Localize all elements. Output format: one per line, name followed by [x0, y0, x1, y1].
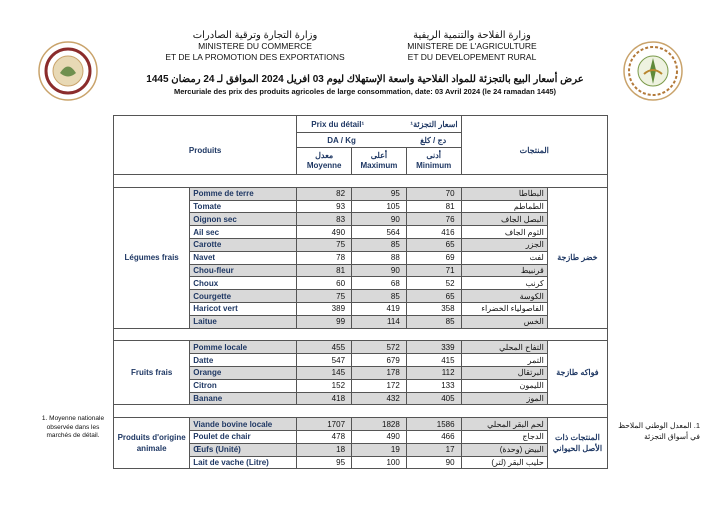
- category-spacer: [114, 175, 608, 188]
- maximum-label-fr: Maximum: [360, 161, 398, 171]
- unit-header: [297, 133, 461, 148]
- price-label-fr: Prix du détail¹: [311, 119, 365, 129]
- maximum-price: 114: [352, 315, 407, 328]
- spacer-cell: [114, 405, 608, 418]
- average-price: 152: [297, 379, 352, 392]
- product-name-ar: الليمون: [461, 379, 547, 392]
- minimum-price: 71: [406, 264, 461, 277]
- table-row: [114, 341, 608, 354]
- maximum-price: 88: [352, 251, 407, 264]
- category-label-ar: فواكه طازجة: [547, 341, 607, 405]
- minimum-label-fr: Minimum: [416, 161, 452, 171]
- maximum-header: [352, 148, 407, 175]
- average-price: 95: [297, 456, 352, 469]
- category-label-fr: Légumes frais: [114, 187, 190, 328]
- product-name-fr: Chou-fleur: [190, 264, 297, 277]
- product-name-fr: Datte: [190, 354, 297, 367]
- product-name-fr: Ail sec: [190, 226, 297, 239]
- minimum-price: 76: [406, 213, 461, 226]
- maximum-price: 564: [352, 226, 407, 239]
- maximum-price: 572: [352, 341, 407, 354]
- maximum-price: 90: [352, 213, 407, 226]
- maximum-label-ar: أعلى: [370, 151, 388, 161]
- commerce-ministry-header: [150, 30, 360, 63]
- document-title-fr: Mercuriale des prix des produits agricoles de large consommation, date: 03 Avril 2024 (le 24 ramadan 1445): [173, 87, 557, 96]
- product-name-fr: Oignon sec: [190, 213, 297, 226]
- category-label-ar: المنتجات ذات الأصل الحيواني: [547, 418, 607, 469]
- minimum-price: 85: [406, 315, 461, 328]
- agriculture-ministry-header: [372, 30, 572, 63]
- maximum-price: 100: [352, 456, 407, 469]
- minimum-price: 1586: [406, 418, 461, 431]
- product-name-ar: الثوم الجاف: [461, 226, 547, 239]
- product-name-fr: Choux: [190, 277, 297, 290]
- product-name-fr: Tomate: [190, 200, 297, 213]
- minimum-price: 17: [406, 443, 461, 456]
- product-name-fr: Viande bovine locale: [190, 418, 297, 431]
- product-name-ar: لفت: [461, 251, 547, 264]
- maximum-price: 68: [352, 277, 407, 290]
- product-name-ar: الموز: [461, 392, 547, 405]
- product-name-ar: البصل الجاف: [461, 213, 547, 226]
- maximum-price: 419: [352, 302, 407, 315]
- product-name-ar: الفاصولياء الخضراء: [461, 302, 547, 315]
- average-price: 389: [297, 302, 352, 315]
- maximum-price: 105: [352, 200, 407, 213]
- product-name-ar: الطماطم: [461, 200, 547, 213]
- average-price: 93: [297, 200, 352, 213]
- product-name-fr: Orange: [190, 366, 297, 379]
- commerce-ministry-emblem: [37, 40, 99, 102]
- product-name-ar: التفاح المحلي: [461, 341, 547, 354]
- price-table-body: [114, 116, 608, 469]
- average-price: 1707: [297, 418, 352, 431]
- agriculture-ministry-name-ar: وزارة الفلاحة والتنمية الريفية: [413, 30, 531, 41]
- average-price: 75: [297, 290, 352, 303]
- product-name-fr: Pomme de terre: [190, 187, 297, 200]
- maximum-price: 85: [352, 238, 407, 251]
- product-name-ar: كرنب: [461, 277, 547, 290]
- minimum-price: 65: [406, 238, 461, 251]
- product-name-fr: Œufs (Unité): [190, 443, 297, 456]
- minimum-price: 339: [406, 341, 461, 354]
- document-title-ar: عرض أسعار البيع بالتجزئة للمواد الفلاحية واسعة الإستهلاك ليوم 03 افريل 2024 الموافق لـ 24 رمضان 1445: [146, 74, 584, 85]
- category-spacer: [114, 405, 608, 418]
- maximum-price: 1828: [352, 418, 407, 431]
- agriculture-ministry-name-fr-2: ET DU DEVELOPEMENT RURAL: [407, 52, 537, 62]
- product-name-fr: Citron: [190, 379, 297, 392]
- maximum-price: 19: [352, 443, 407, 456]
- agriculture-ministry-emblem: [622, 40, 684, 102]
- minimum-header: [406, 148, 461, 175]
- average-price: 490: [297, 226, 352, 239]
- spacer-cell: [114, 175, 608, 188]
- average-price: 83: [297, 213, 352, 226]
- average-price: 547: [297, 354, 352, 367]
- minimum-price: 416: [406, 226, 461, 239]
- commerce-ministry-name-fr-1: MINISTERE DU COMMERCE: [198, 41, 312, 51]
- product-name-fr: Haricot vert: [190, 302, 297, 315]
- category-label-fr: Produits d'origine animale: [114, 418, 190, 469]
- average-price: 82: [297, 187, 352, 200]
- products-header-fr: [114, 116, 297, 175]
- category-label-fr: Fruits frais: [114, 341, 190, 405]
- unit-label-fr: DA / Kg: [327, 135, 356, 145]
- products-label-ar: المنتجات: [519, 145, 549, 155]
- maximum-price: 85: [352, 290, 407, 303]
- product-name-ar: الدجاج: [461, 430, 547, 443]
- maximum-price: 90: [352, 264, 407, 277]
- minimum-price: 466: [406, 430, 461, 443]
- product-name-ar: قرنبيط: [461, 264, 547, 277]
- product-name-ar: البرتقال: [461, 366, 547, 379]
- moyenne-header: [297, 148, 352, 175]
- product-name-fr: Carotte: [190, 238, 297, 251]
- product-name-fr: Pomme locale: [190, 341, 297, 354]
- product-name-ar: البطاطا: [461, 187, 547, 200]
- average-price: 145: [297, 366, 352, 379]
- minimum-price: 70: [406, 187, 461, 200]
- spacer-cell: [114, 328, 608, 341]
- minimum-price: 133: [406, 379, 461, 392]
- product-name-fr: Navet: [190, 251, 297, 264]
- price-table: [113, 115, 608, 469]
- product-name-fr: Lait de vache (Litre): [190, 456, 297, 469]
- product-name-ar: الجزر: [461, 238, 547, 251]
- product-name-ar: لحم البقر المحلي: [461, 418, 547, 431]
- minimum-price: 90: [406, 456, 461, 469]
- products-header-ar: [461, 116, 607, 175]
- minimum-price: 415: [406, 354, 461, 367]
- table-row: [114, 187, 608, 200]
- average-price: 18: [297, 443, 352, 456]
- average-price: 99: [297, 315, 352, 328]
- average-price: 81: [297, 264, 352, 277]
- maximum-price: 172: [352, 379, 407, 392]
- product-name-ar: التمر: [461, 354, 547, 367]
- product-name-ar: البيض (وحدة): [461, 443, 547, 456]
- product-name-fr: Laitue: [190, 315, 297, 328]
- category-spacer: [114, 328, 608, 341]
- agriculture-ministry-name-fr-1: MINISTERE DE L'AGRICULTURE: [407, 41, 537, 51]
- table-row: [114, 418, 608, 431]
- average-price: 455: [297, 341, 352, 354]
- moyenne-label-ar: معدل: [315, 151, 334, 161]
- minimum-label-ar: أدنى: [426, 151, 442, 161]
- product-name-ar: حليب البقر (لتر): [461, 456, 547, 469]
- average-price: 78: [297, 251, 352, 264]
- average-price: 60: [297, 277, 352, 290]
- header-row-1: [114, 116, 608, 133]
- minimum-price: 81: [406, 200, 461, 213]
- product-name-fr: Courgette: [190, 290, 297, 303]
- footnote-ar: 1. المعدل الوطني الملاحظ في أسواق التجزئة: [618, 421, 700, 441]
- maximum-price: 432: [352, 392, 407, 405]
- unit-label-ar: دج / كلغ: [420, 135, 447, 145]
- category-label-ar: خضر طازجة: [547, 187, 607, 328]
- product-name-ar: الخس: [461, 315, 547, 328]
- average-price: 418: [297, 392, 352, 405]
- average-price: 478: [297, 430, 352, 443]
- product-name-ar: الكوسة: [461, 290, 547, 303]
- average-price: 75: [297, 238, 352, 251]
- maximum-price: 679: [352, 354, 407, 367]
- minimum-price: 112: [406, 366, 461, 379]
- price-header: [297, 116, 461, 133]
- moyenne-label-fr: Moyenne: [306, 161, 342, 171]
- minimum-price: 405: [406, 392, 461, 405]
- maximum-price: 490: [352, 430, 407, 443]
- minimum-price: 69: [406, 251, 461, 264]
- minimum-price: 65: [406, 290, 461, 303]
- footnote-fr: 1. Moyenne nationale observée dans les marchés de détail.: [41, 415, 105, 439]
- commerce-ministry-name-ar: وزارة التجارة وترقية الصادرات: [192, 30, 318, 41]
- product-name-fr: Banane: [190, 392, 297, 405]
- maximum-price: 178: [352, 366, 407, 379]
- price-label-ar: اسعار التجزئة¹: [410, 119, 458, 129]
- products-label-fr: Produits: [188, 145, 222, 155]
- minimum-price: 358: [406, 302, 461, 315]
- maximum-price: 95: [352, 187, 407, 200]
- minimum-price: 52: [406, 277, 461, 290]
- product-name-fr: Poulet de chair: [190, 430, 297, 443]
- commerce-ministry-name-fr-2: ET DE LA PROMOTION DES EXPORTATIONS: [165, 52, 345, 62]
